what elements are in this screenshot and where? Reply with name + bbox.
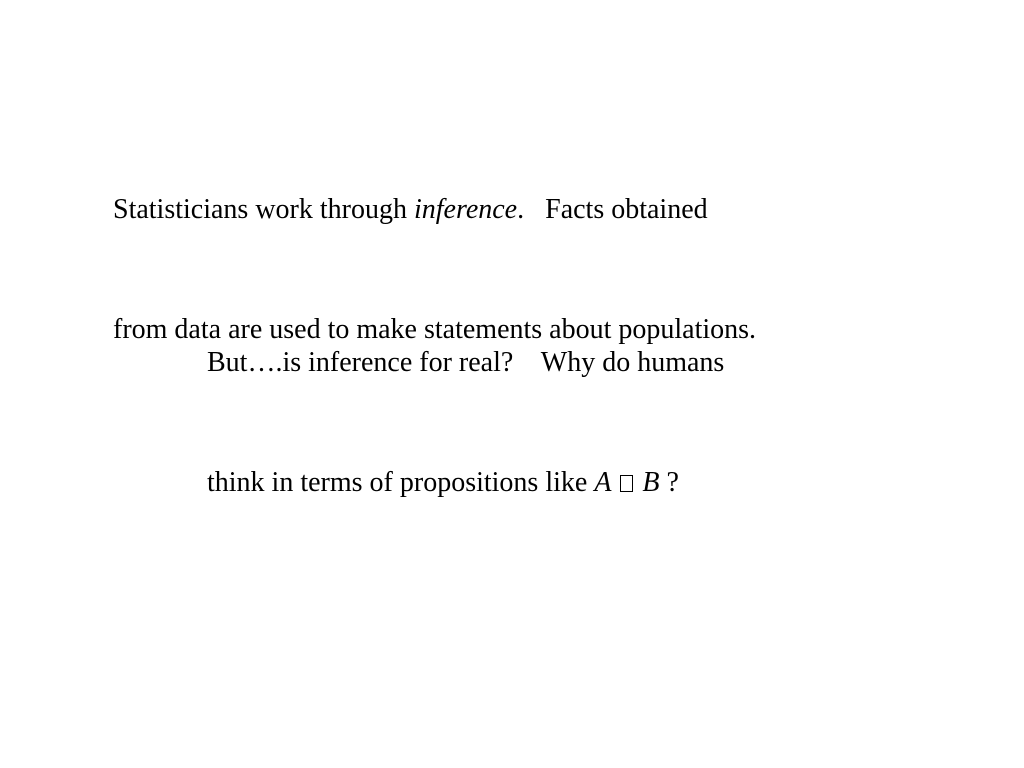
- variable-a: A: [594, 467, 612, 498]
- missing-glyph-icon: [620, 475, 633, 492]
- variable-b: B: [642, 467, 660, 498]
- question-line-1: But….is inference for real? Why do humans: [207, 347, 725, 378]
- question-paragraph: [207, 263, 724, 583]
- intro-line-1: [113, 190, 756, 230]
- intro-line-2: from data are used to make statements about populations.: [113, 314, 757, 345]
- intro-line-1-end: . Facts obtained: [517, 194, 708, 225]
- question-line-2-start: think in terms of propositions like: [207, 467, 595, 498]
- question-line-2: [207, 463, 724, 503]
- intro-line-1-start: Statisticians work through: [113, 194, 414, 225]
- question-line-2-end: ?: [659, 467, 679, 498]
- inference-term: inference: [413, 194, 518, 225]
